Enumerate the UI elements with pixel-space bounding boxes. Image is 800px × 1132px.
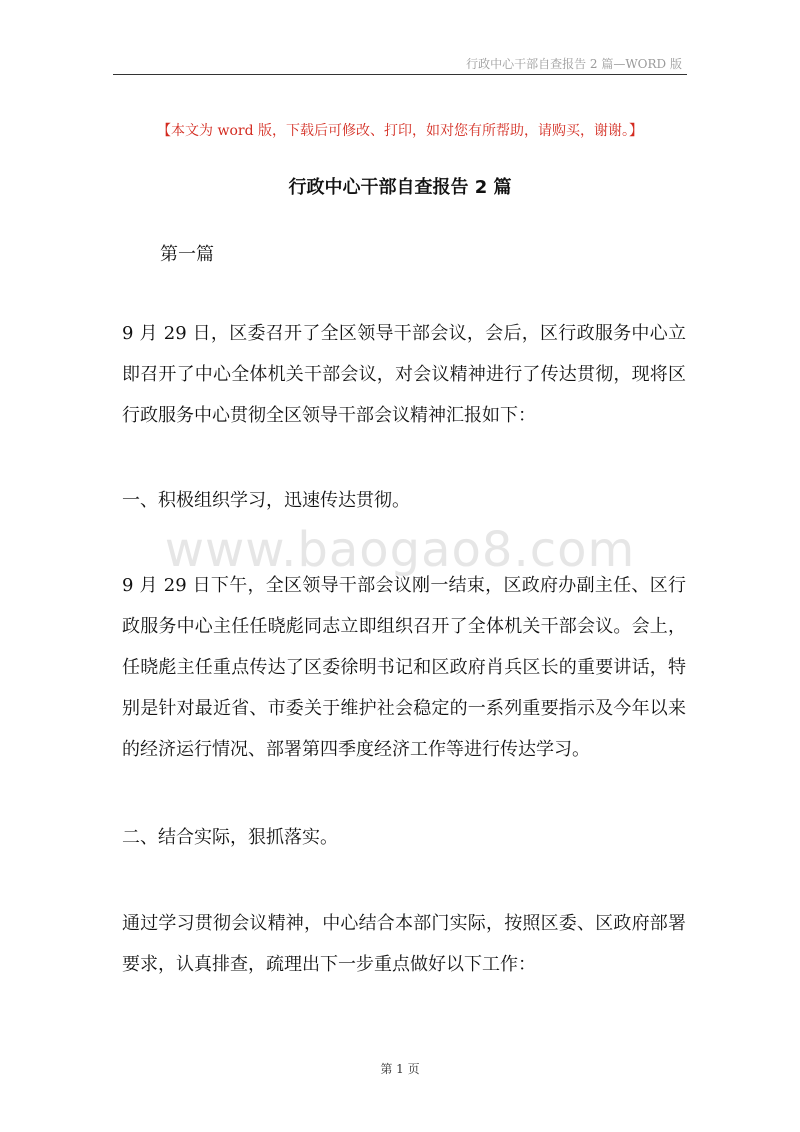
- paragraph-intro: 9 月 29 日，区委召开了全区领导干部会议，会后，区行政服务中心立即召开了中心全体机关干部会议，对会议精神进行了传达贯彻，现将区行政服务中心贯彻全区领导干部会议精神汇报如下：: [122, 323, 686, 426]
- running-header: 行政中心干部自查报告 2 篇—WORD 版: [466, 57, 682, 71]
- paragraph-heading-2: 二、结合实际，狠抓落实。: [122, 827, 338, 848]
- page-number: 第 1 页: [380, 1062, 420, 1076]
- purchase-notice: 【本文为 word 版，下载后可修改、打印，如对您有所帮助，请购买，谢谢。】: [157, 123, 643, 139]
- document-title: 行政中心干部自查报告 2 篇: [288, 177, 512, 198]
- paragraph-body-2: 通过学习贯彻会议精神，中心结合本部门实际，按照区委、区政府部署要求，认真排查，疏理出下一步重点做好以下工作：: [122, 913, 686, 975]
- paragraph-heading-1: 一、积极组织学习，迅速传达贯彻。: [122, 490, 410, 511]
- watermark: www.baogao8.com: [164, 522, 636, 578]
- header-divider: [113, 74, 687, 75]
- section-label: 第一篇: [160, 244, 214, 265]
- paragraph-body-1: 9 月 29 日下午，全区领导干部会议刚一结束，区政府办副主任、区行政服务中心主任任晓彪同志立即组织召开了全体机关干部会议。会上，任晓彪主任重点传达了区委徐明书记和区政府肖兵区长的重要讲话，特别是针对最近省、市委关于维护社会稳定的一系列重要指示及今年以来的经济运行情况、部署第四季度经济工作等进行传达学习。: [122, 575, 686, 760]
